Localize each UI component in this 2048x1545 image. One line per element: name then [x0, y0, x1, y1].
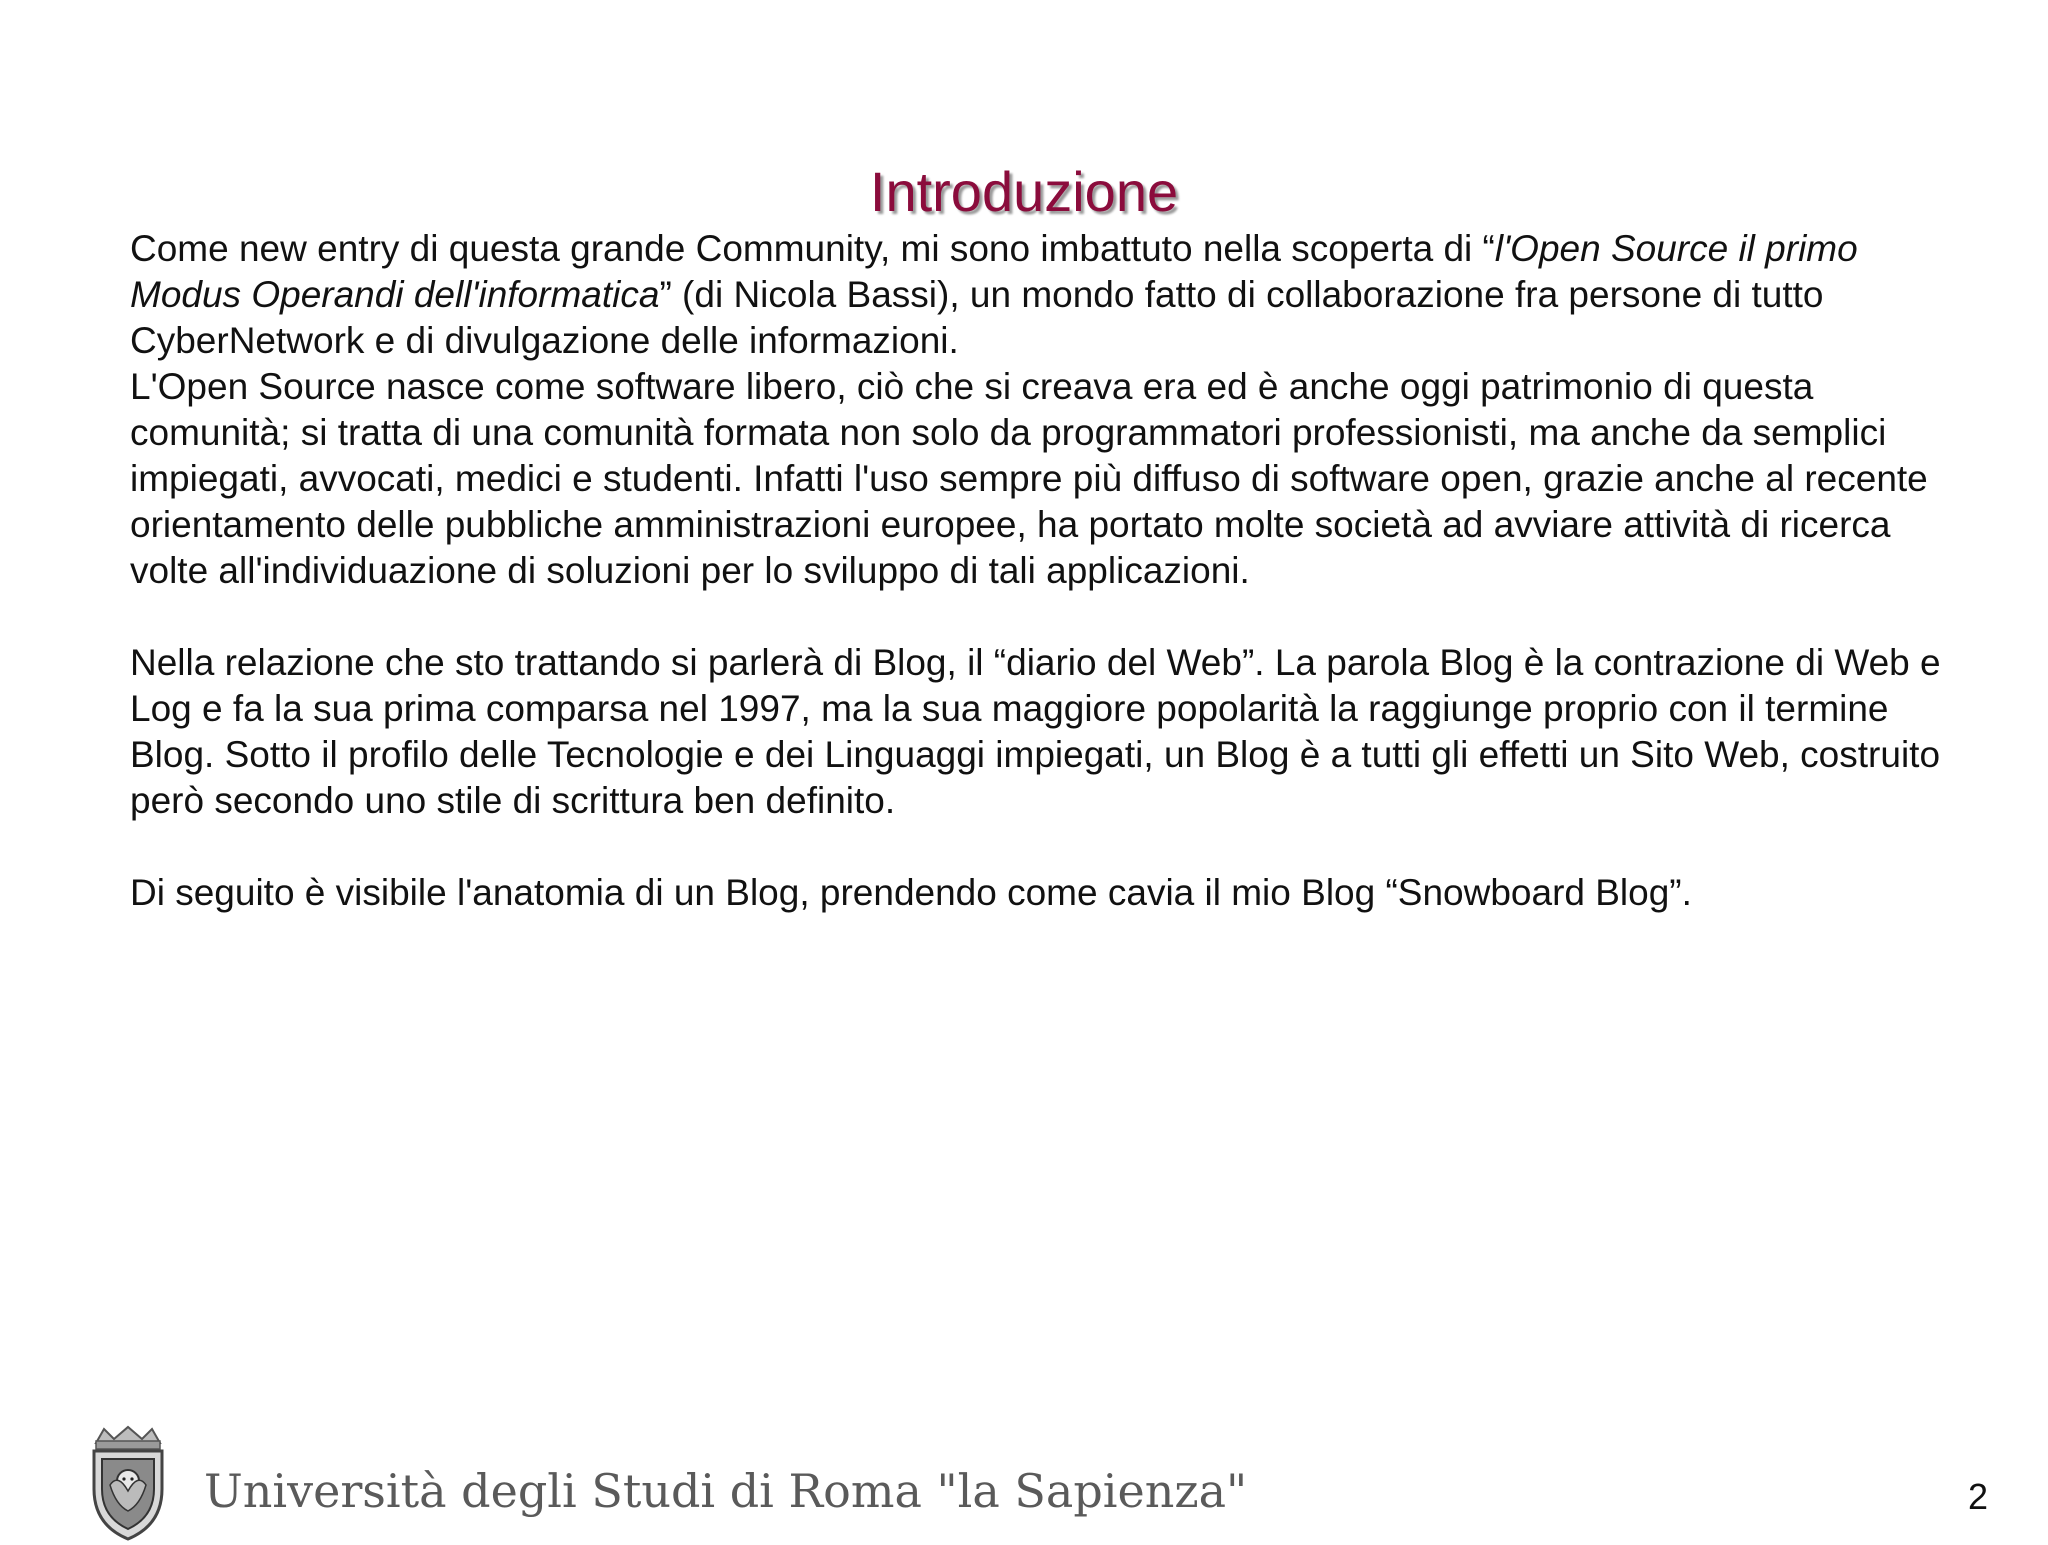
page-number: 2: [1967, 1476, 1988, 1517]
paragraph-gap: [130, 824, 1960, 870]
intro-text-end: ” (di Nicola Bassi), un mondo fatto di collaborazione fra persone di tutto CyberNetwork e di divulgazione delle informazioni.: [130, 274, 1824, 361]
blog-paragraph: Nella relazione che sto trattando si parlerà di Blog, il “diario del Web”. La parola Blog è la contrazione di Web e Log e fa la sua prima comparsa nel 1997, ma la sua maggiore popolarità la raggiunge proprio con il termine Blog. Sotto il profilo delle Tecnologie e dei Linguaggi impiegati, un Blog è a tutti gli effetti un Sito Web, costruito però secondo uno stile di scrittura ben definito.: [130, 642, 1941, 821]
intro-paragraph: [130, 226, 1960, 364]
university-name: Università degli Studi di Roma "la Sapienza": [204, 1464, 1248, 1518]
intro-text-start: Come new entry di questa grande Community, mi sono imbattuto nella scoperta di “: [130, 228, 1495, 269]
quoted-title: l'Open Source il primo Modus Operandi dell'informatica: [130, 228, 1858, 315]
open-source-paragraph: L'Open Source nasce come software libero, ciò che si creava era ed è anche oggi patrimonio di questa comunità; si tratta di una comunità formata non solo da programmatori professionisti, ma anche da semplici impiegati, avvocati, medici e studenti. Infatti l'uso sempre più diffuso di software open, grazie anche al recente orientamento delle pubbliche amministrazioni europee, ha portato molte società ad avviare attività di ricerca volte all'individuazione di soluzioni per lo sviluppo di tali applicazioni.: [130, 366, 1928, 591]
slide-body: [130, 226, 1960, 916]
footer: [88, 1425, 1288, 1545]
anatomy-paragraph: Di seguito è visibile l'anatomia di un Blog, prendendo come cavia il mio Blog “Snowboard Blog”.: [130, 872, 1692, 913]
university-seal-icon: [88, 1425, 168, 1541]
paragraph-gap: [130, 594, 1960, 640]
slide-title: Introduzione: [869, 160, 1179, 223]
